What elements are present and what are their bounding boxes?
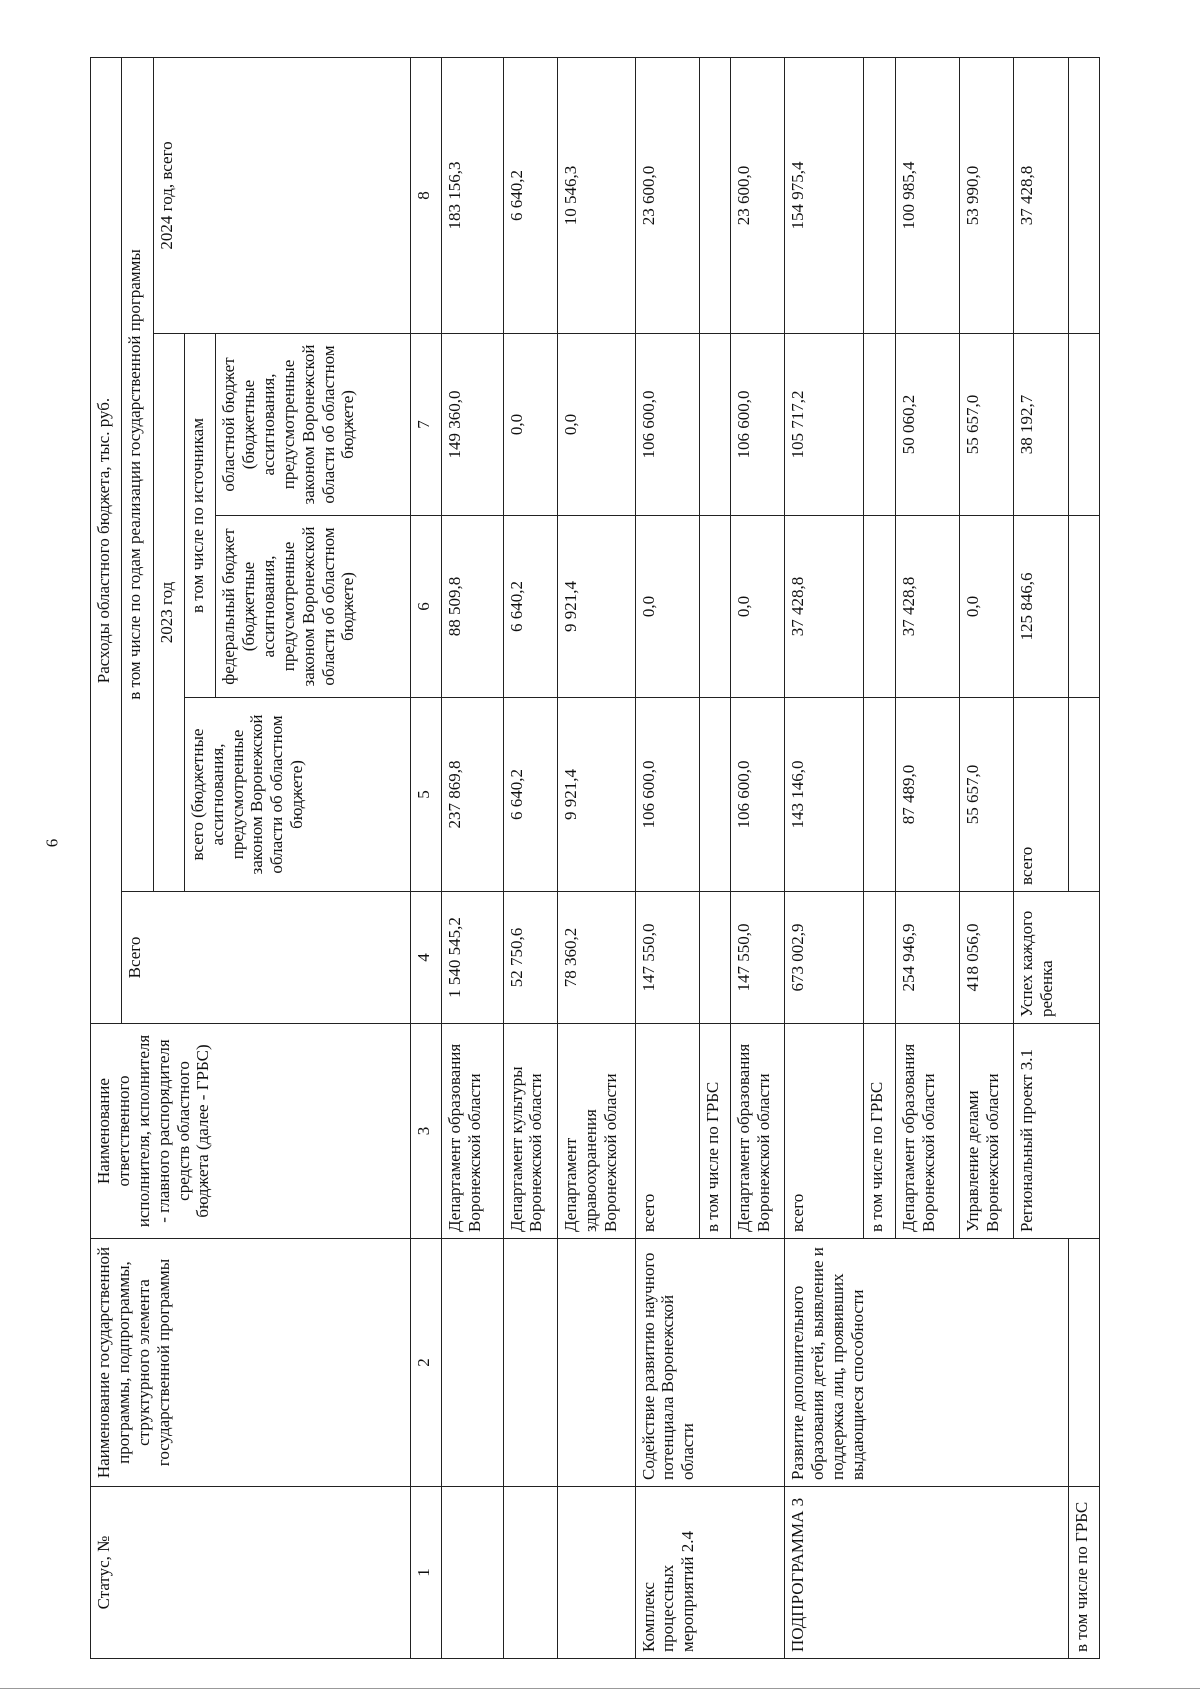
cell-status: ПОДПРОГРАММА 3 bbox=[785, 1487, 1068, 1659]
cell-y2023: 6 640,2 bbox=[503, 698, 557, 892]
cell-executor: Департамент культуры Воронежской области bbox=[503, 1024, 557, 1239]
column-index-cell: 3 bbox=[410, 1024, 441, 1239]
table-row bbox=[635, 57, 699, 1658]
header-regional: областной бюджет (бюджетные ассигнования, предусмотренные законом Воронежской области об областном бюджете) bbox=[216, 334, 410, 516]
cell-federal: 0,0 bbox=[635, 516, 699, 698]
table-row bbox=[558, 57, 636, 1658]
header-executor: Наименование ответственного исполнителя, исполнителя - главного распорядителя средств областного бюджета (далее - ГРБС) bbox=[91, 1024, 411, 1239]
budget-table bbox=[90, 57, 1100, 1659]
cell-y2024: 154 975,4 bbox=[785, 57, 864, 333]
table-row bbox=[785, 57, 864, 1658]
cell-executor: в том числе по ГРБС bbox=[1068, 1487, 1099, 1659]
cell-total: 78 360,2 bbox=[558, 892, 636, 1024]
cell-y2023 bbox=[699, 698, 730, 892]
cell-federal: 37 428,8 bbox=[895, 516, 959, 698]
cell-y2023: 55 657,0 bbox=[959, 698, 1013, 892]
cell-y2023 bbox=[1068, 698, 1099, 892]
cell-executor: всего bbox=[1014, 698, 1068, 892]
cell-federal bbox=[699, 516, 730, 698]
header-expenses: Расходы областного бюджета, тыс. руб. bbox=[91, 57, 122, 1023]
cell-executor: Департамент образования Воронежской области bbox=[441, 1024, 503, 1239]
cell-executor: в том числе по ГРБС bbox=[864, 1024, 895, 1239]
cell-federal: 37 428,8 bbox=[1014, 57, 1068, 333]
cell-total bbox=[864, 892, 895, 1024]
cell-total: 52 750,6 bbox=[503, 892, 557, 1024]
column-index-cell: 8 bbox=[410, 57, 441, 333]
column-index-cell: 2 bbox=[410, 1239, 441, 1487]
cell-federal: 0,0 bbox=[730, 516, 784, 698]
cell-federal bbox=[864, 516, 895, 698]
cell-executor: Управление делами Воронежской области bbox=[959, 1024, 1013, 1239]
cell-name: Успех каждого ребенка bbox=[1014, 892, 1100, 1024]
cell-total: 673 002,9 bbox=[785, 892, 864, 1024]
cell-total bbox=[1068, 1239, 1099, 1487]
cell-y2023: 87 489,0 bbox=[895, 698, 959, 892]
cell-y2024 bbox=[699, 57, 730, 333]
cell-status bbox=[558, 1487, 636, 1659]
cell-regional: 0,0 bbox=[503, 334, 557, 516]
cell-y2023: 9 921,4 bbox=[558, 698, 636, 892]
cell-status bbox=[441, 1487, 503, 1659]
cell-y2023: 38 192,7 bbox=[1014, 334, 1068, 516]
cell-y2024: 6 640,2 bbox=[503, 57, 557, 333]
cell-status: Комплекс процессных мероприятий 2.4 bbox=[635, 1487, 785, 1659]
bottom-border-line bbox=[0, 1688, 1200, 1689]
cell-total: 125 846,6 bbox=[1014, 516, 1068, 698]
rotated-page-content bbox=[90, 58, 1100, 1659]
cell-regional: 106 600,0 bbox=[635, 334, 699, 516]
cell-executor: всего bbox=[785, 1024, 864, 1239]
cell-federal: 37 428,8 bbox=[785, 516, 864, 698]
cell-y2024: 23 600,0 bbox=[635, 57, 699, 333]
cell-regional bbox=[864, 334, 895, 516]
column-index-cell: 1 bbox=[410, 1487, 441, 1659]
table-row bbox=[1068, 57, 1099, 1658]
cell-regional: 149 360,0 bbox=[441, 334, 503, 516]
column-index-cell: 5 bbox=[410, 698, 441, 892]
cell-total: 1 540 545,2 bbox=[441, 892, 503, 1024]
cell-total bbox=[699, 892, 730, 1024]
cell-regional: 105 717,2 bbox=[785, 334, 864, 516]
header-status: Статус, № bbox=[91, 1487, 411, 1659]
cell-regional bbox=[1068, 334, 1099, 516]
cell-regional: 55 657,0 bbox=[959, 334, 1013, 516]
cell-federal: 6 640,2 bbox=[503, 516, 557, 698]
cell-total: 147 550,0 bbox=[635, 892, 699, 1024]
header-by-years: в том числе по годам реализации государственной программы bbox=[122, 57, 153, 891]
cell-y2023: 143 146,0 bbox=[785, 698, 864, 892]
header-year-2023: 2023 год bbox=[153, 334, 184, 892]
cell-name bbox=[441, 1239, 503, 1487]
header-by-sources: в том числе по источникам bbox=[184, 334, 215, 698]
cell-y2024: 100 985,4 bbox=[895, 57, 959, 333]
cell-regional: 50 060,2 bbox=[895, 334, 959, 516]
cell-y2024 bbox=[864, 57, 895, 333]
cell-executor: Департамент образования Воронежской области bbox=[895, 1024, 959, 1239]
cell-total: 147 550,0 bbox=[730, 892, 784, 1024]
table-row bbox=[441, 57, 503, 1658]
cell-federal: 0,0 bbox=[959, 516, 1013, 698]
cell-federal: 88 509,8 bbox=[441, 516, 503, 698]
header-year-2024: 2024 год, всего bbox=[153, 57, 410, 333]
cell-name: Развитие дополнительного образования детей, выявление и поддержка лиц, проявивших выдающиеся способности bbox=[785, 1239, 1068, 1487]
header-total: Всего bbox=[122, 892, 410, 1024]
cell-executor: Департамент образования Воронежской области bbox=[730, 1024, 784, 1239]
cell-y2024: 183 156,3 bbox=[441, 57, 503, 333]
cell-y2023: 106 600,0 bbox=[730, 698, 784, 892]
cell-name: Содействие развитию научного потенциала Воронежской области bbox=[635, 1239, 785, 1487]
cell-name bbox=[503, 1239, 557, 1487]
cell-total: 254 946,9 bbox=[895, 892, 959, 1024]
column-index-cell: 7 bbox=[410, 334, 441, 516]
cell-federal: 9 921,4 bbox=[558, 516, 636, 698]
cell-y2024: 53 990,0 bbox=[959, 57, 1013, 333]
cell-status: Региональный проект 3.1 bbox=[1014, 1024, 1100, 1239]
cell-y2023 bbox=[864, 698, 895, 892]
cell-executor: в том числе по ГРБС bbox=[699, 1024, 730, 1239]
cell-executor: всего bbox=[635, 1024, 699, 1239]
cell-status bbox=[503, 1487, 557, 1659]
cell-total: 418 056,0 bbox=[959, 892, 1013, 1024]
column-index-cell: 6 bbox=[410, 516, 441, 698]
cell-y2024 bbox=[1068, 57, 1099, 333]
cell-y2024: 23 600,0 bbox=[730, 57, 784, 333]
cell-y2023: 106 600,0 bbox=[635, 698, 699, 892]
header-federal: федеральный бюджет (бюджетные ассигнования, предусмотренные законом Воронежской области об областном бюджете) bbox=[216, 516, 410, 698]
header-all-2023: всего (бюджетные ассигнования, предусмотренные законом Воронежской области об областном бюджете) bbox=[184, 698, 410, 892]
cell-executor: Департамент здравоохранения Воронежской области bbox=[558, 1024, 636, 1239]
cell-y2024: 10 546,3 bbox=[558, 57, 636, 333]
cell-name bbox=[558, 1239, 636, 1487]
cell-federal bbox=[1068, 516, 1099, 698]
cell-regional: 106 600,0 bbox=[730, 334, 784, 516]
column-index-cell: 4 bbox=[410, 892, 441, 1024]
cell-y2023: 237 869,8 bbox=[441, 698, 503, 892]
cell-regional bbox=[699, 334, 730, 516]
cell-regional: 0,0 bbox=[558, 334, 636, 516]
page-number: 6 bbox=[42, 838, 62, 848]
table-row bbox=[503, 57, 557, 1658]
header-program-name: Наименование государственной программы, подпрограммы, структурного элемента государственной программы bbox=[91, 1239, 411, 1487]
